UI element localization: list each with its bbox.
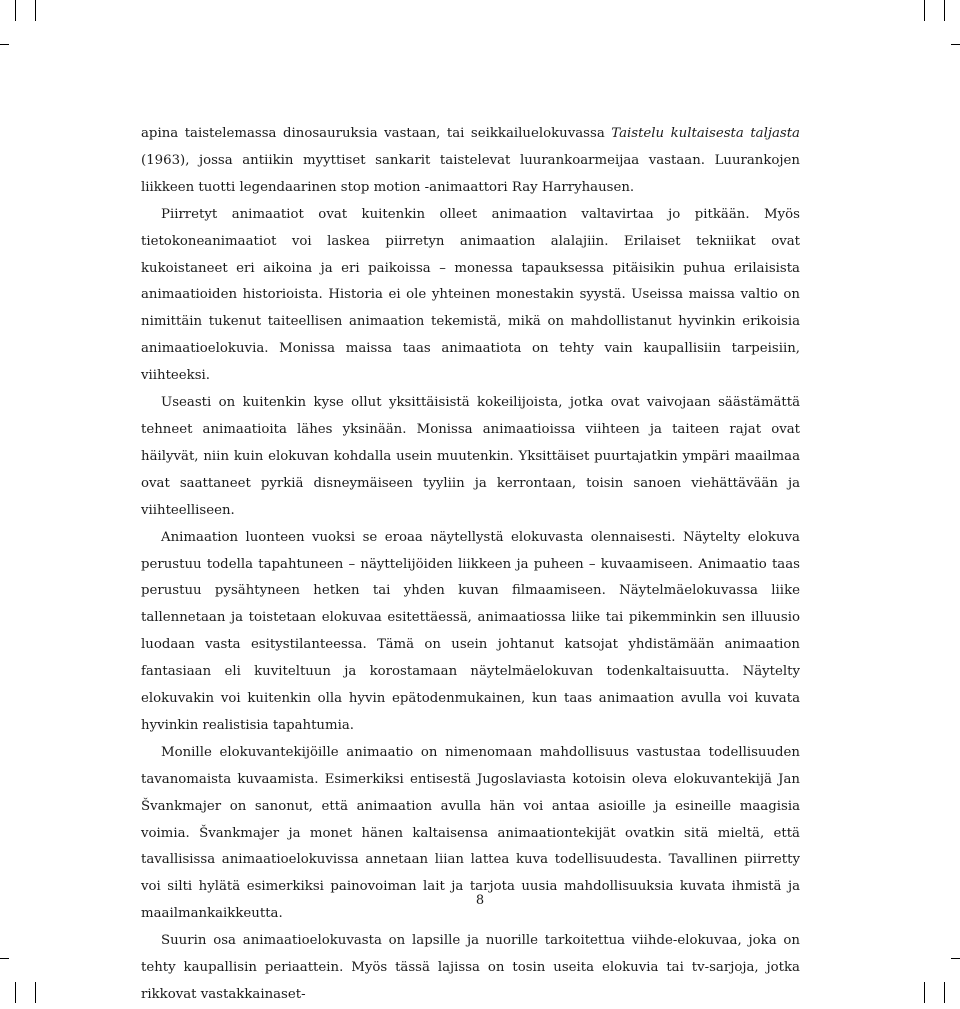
paragraph: Piirretyt animaatiot ovat kuitenkin olleet animaation valtavirtaa jo pitkään. Myös tietokoneanimaatiot voi laskea piirretyn animaation alalajiin. Erilaiset tekniikat ovat kukoistaneet eri aikoina ja eri paikoissa – monessa tapauksessa pitäisikin puhua erilaisista animaatioiden historioista. Historia ei ole yhteinen monestakin syystä. Useissa maissa valtio on nimittäin tukenut taiteellisen animaation tekemistä, mikä on mahdollistanut hyvinkin erikoisia animaatioelokuvia. Monissa maissa taas animaatiota on tehty vain kaupallisiin tarpeisiin, viihteeksi. [141,206,800,384]
film-title: Taistelu kultaisesta taljasta [611,126,800,141]
paragraph-text: (1963), jossa antiikin myyttiset sankarit taistelevat luurankoarmeijaa vastaan. Luurankojen liikkeen tuotti legendaarinen stop motion -animaattori Ray Harryhausen. [141,152,800,195]
paragraph-text: apina taistelemassa dinosauruksia vastaan, tai seikkailuelokuvassa [141,126,612,141]
paragraph: Useasti on kuitenkin kyse ollut yksittäisistä kokeilijoista, jotka ovat vaivojaan säästämättä tehneet animaatioita lähes yksinään. Monissa animaatioissa viihteen ja taiteen rajat ovat häilyvät, niin kuin elokuvan kohdalla usein muutenkin. Yksittäiset puurtajatkin ympäri maailmaa ovat saattaneet pyrkiä disneymäiseen tyyliin ja kerrontaan, toisin sanoen viehättävään ja viihteelliseen. [141,395,800,518]
page-number: 8 [475,893,485,908]
paragraph [141,121,800,202]
paragraph: Animaation luonteen vuoksi se eroaa näytellystä elokuvasta olennaisesti. Näytelty elokuva perustuu todella tapahtuneen – näyttelijöiden liikkeen ja puheen – kuvaamiseen. Animaatio taas perustuu pysähtyneen hetken tai yhden kuvan filmaamiseen. Näytelmäelokuvassa liike tallennetaan ja toistetaan elokuvaa esitettäessä, animaatiossa liike tai pikemminkin sen illuusio luodaan vasta esitystilanteessa. Tämä on usein johtanut katsojat yhdistämään animaation fantasiaan eli kuviteltuun ja korostamaan näytelmäelokuvan todenkaltaisuutta. Näytelty elokuvakin voi kuitenkin olla hyvin epätodenmukainen, kun taas animaation avulla voi kuvata hyvinkin realistisia tapahtumia. [141,529,800,733]
paragraph: Monille elokuvantekijöille animaatio on nimenomaan mahdollisuus vastustaa todellisuuden tavanomaista kuvaamista. Esimerkiksi entisestä Jugoslaviasta kotoisin oleva elokuvantekijä Jan Švankmajer on sanonut, että animaation avulla hän voi antaa asioille ja esineille maagisia voimia. Švankmajer ja monet hänen kaltaisensa animaationtekijät ovatkin sitä mieltä, että tavallisissa animaatioelokuvissa annetaan liian lattea kuva todellisuudesta. Tavallinen piirretty voi silti hylätä esimerkiksi painovoiman lait ja tarjota uusia mahdollisuuksia kuvata ihmistä ja maailmankaikkeutta. [141,744,800,922]
paragraph: Suurin osa animaatioelokuvasta on lapsille ja nuorille tarkoitettua viihde-elokuvaa, joka on tehty kaupallisin periaattein. Myös tässä lajissa on tosin useita elokuvia tai tv-sarjoja, jotka rikkovat vastakkainaset- [141,933,800,1002]
body-text [141,121,800,1009]
